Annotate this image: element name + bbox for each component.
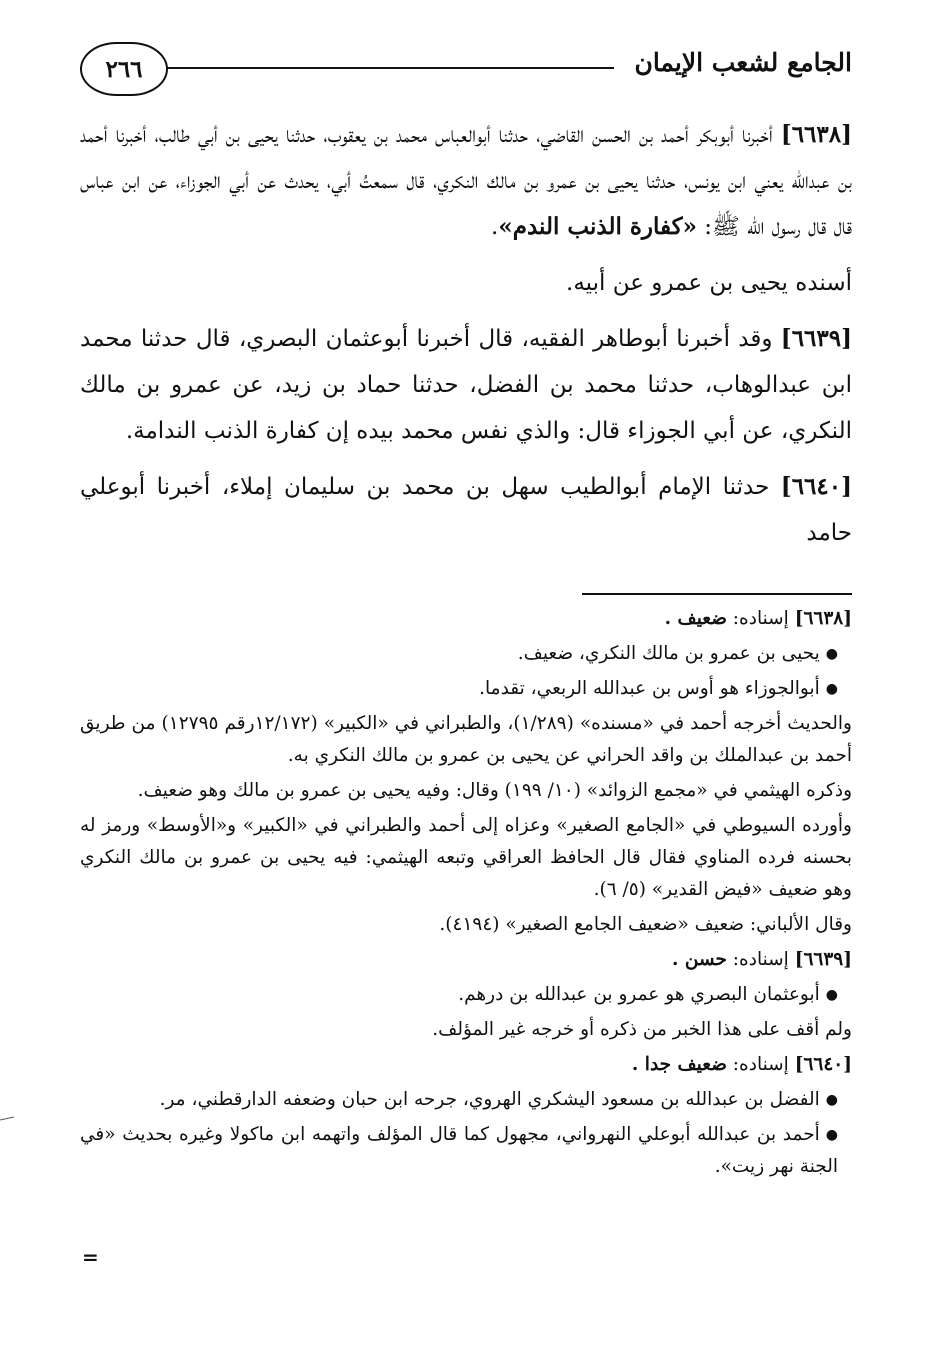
page-header [80,42,852,100]
footnote-number: [٦٦٣٨] [794,608,852,629]
footnote-separator [582,593,852,595]
hadith-number: [٦٦٣٩] [780,325,852,352]
footnote-grade: ضعيف جدا . [631,1054,727,1075]
footnote-text: وقال الألباني: ضعيف «ضعيف الجامع الصغير» (٤١٩٤). [439,914,852,935]
hadith-paragraph [80,112,852,250]
hadith-text: أسنده يحيى بن عمرو عن أبيه. [566,270,852,296]
bullet-icon: ● [825,1092,838,1108]
footnote-heading [80,1049,852,1081]
footnote-number: [٦٦٤٠] [794,1054,852,1075]
header-rule [166,67,614,69]
footnote-label: إسناده: [732,949,789,970]
bullet-icon: ● [825,681,838,697]
footnote-text: يحيى بن عمرو بن مالك النكري، ضعيف. [517,643,820,664]
hadith-number: [٦٦٤٠] [780,473,852,500]
page-number: ٢٦٦ [105,55,143,83]
hadith-text: أخبرنا أبوبكر أحمد بن الحسن القاضي، حدثنا أبوالعباس محمد بن يعقوب، حدثنا يحيى بن أبي طالب، أخبرنا أحمد بن عبدالله يعني ابن يونس، حدثنا يحيى بن عمرو بن مالك النكري، قال سمعتُ أبي، يحدث عن أبي الجوزاء، عن ابن عباس قال قال رسول الله ﷺ: [80,122,852,240]
footnote-label: إسناده: [732,608,789,629]
footnote-heading [80,944,852,976]
hadith-tail: . [491,214,499,240]
hadith-number: [٦٦٣٨] [780,121,853,148]
bullet-icon: ● [825,987,838,1003]
hadith-text: وقد أخبرنا أبوطاهر الفقيه، قال أخبرنا أبوعثمان البصري، قال حدثنا محمد ابن عبدالوهاب، حدثنا محمد بن الفضل، حدثنا حماد بن زيد، عن عمرو بن مالك النكري، عن أبي الجوزاء قال: والذي نفس محمد بيده إن كفارة الذنب الندامة. [80,326,852,444]
footnote-grade: ضعيف . [664,608,727,629]
footnotes [80,603,852,1186]
hadith-paragraph [80,316,852,454]
footnote-text: الفضل بن عبدالله بن مسعود اليشكري الهروي، جرحه ابن حبان وضعفه الدارقطني، مر. [159,1089,820,1110]
hadith-quote: «كفارة الذنب الندم» [498,213,697,240]
footnote-text: وأورده السيوطي في «الجامع الصغير» وعزاه إلى أحمد والطبراني في «الكبير» و«الأوسط» ورمز له بحسنه فرده المناوي فقال قال الحافظ العراقي وتبعه الهيثمي: فيه يحيى بن عمرو بن مالك النكري وهو ضعيف «فيض القدير» (٥/ ٦). [80,815,852,900]
footnote-text: والحديث أخرجه أحمد في «مسنده» (١/٢٨٩)، والطبراني في «الكبير» (١٢/١٧٢رقم ١٢٧٩٥) من طريق أحمد بن عبدالملك بن واقد الحراني عن يحيى بن عمرو بن مالك النكري به. [80,713,852,766]
footnote-bullet [80,673,852,705]
footnote-label: إسناده: [732,1054,789,1075]
footnote-grade: حسن . [672,949,727,970]
book-title: الجامع لشعب الإيمان [634,48,852,77]
scan-edge-mark [0,1117,14,1121]
page-number-badge [80,42,168,96]
footnote-number: [٦٦٣٩] [794,949,852,970]
footnote-text: أبوالجوزاء هو أوس بن عبدالله الربعي، تقدما. [479,678,820,699]
continuation-mark: = [82,1245,99,1269]
hadith-paragraph [80,464,852,556]
footnote-bullet [80,638,852,670]
footnote-text: أبوعثمان البصري هو عمرو بن عبدالله بن درهم. [458,984,820,1005]
footnote-bullet [80,1119,852,1183]
bullet-icon: ● [825,1127,838,1143]
main-text [80,112,852,566]
footnote-text: أحمد بن عبدالله أبوعلي النهرواني، مجهول كما قال المؤلف واتهمه ابن ماكولا وغيره بحديث «في الجنة نهر زيت». [80,1124,838,1177]
footnote-heading [80,603,852,635]
footnote-bullet [80,979,852,1011]
hadith-text: حدثنا الإمام أبوالطيب سهل بن محمد بن سليمان إملاء، أخبرنا أبوعلي حامد [80,474,852,546]
footnote-text: ولم أقف على هذا الخبر من ذكره أو خرجه غير المؤلف. [432,1019,852,1040]
footnote-text: وذكره الهيثمي في «مجمع الزوائد» (١٠/ ١٩٩) وقال: وفيه يحيى بن عمرو بن مالك وهو ضعيف. [137,780,852,801]
footnote-bullet [80,1084,852,1116]
bullet-icon: ● [825,646,838,662]
hadith-paragraph [80,260,852,306]
